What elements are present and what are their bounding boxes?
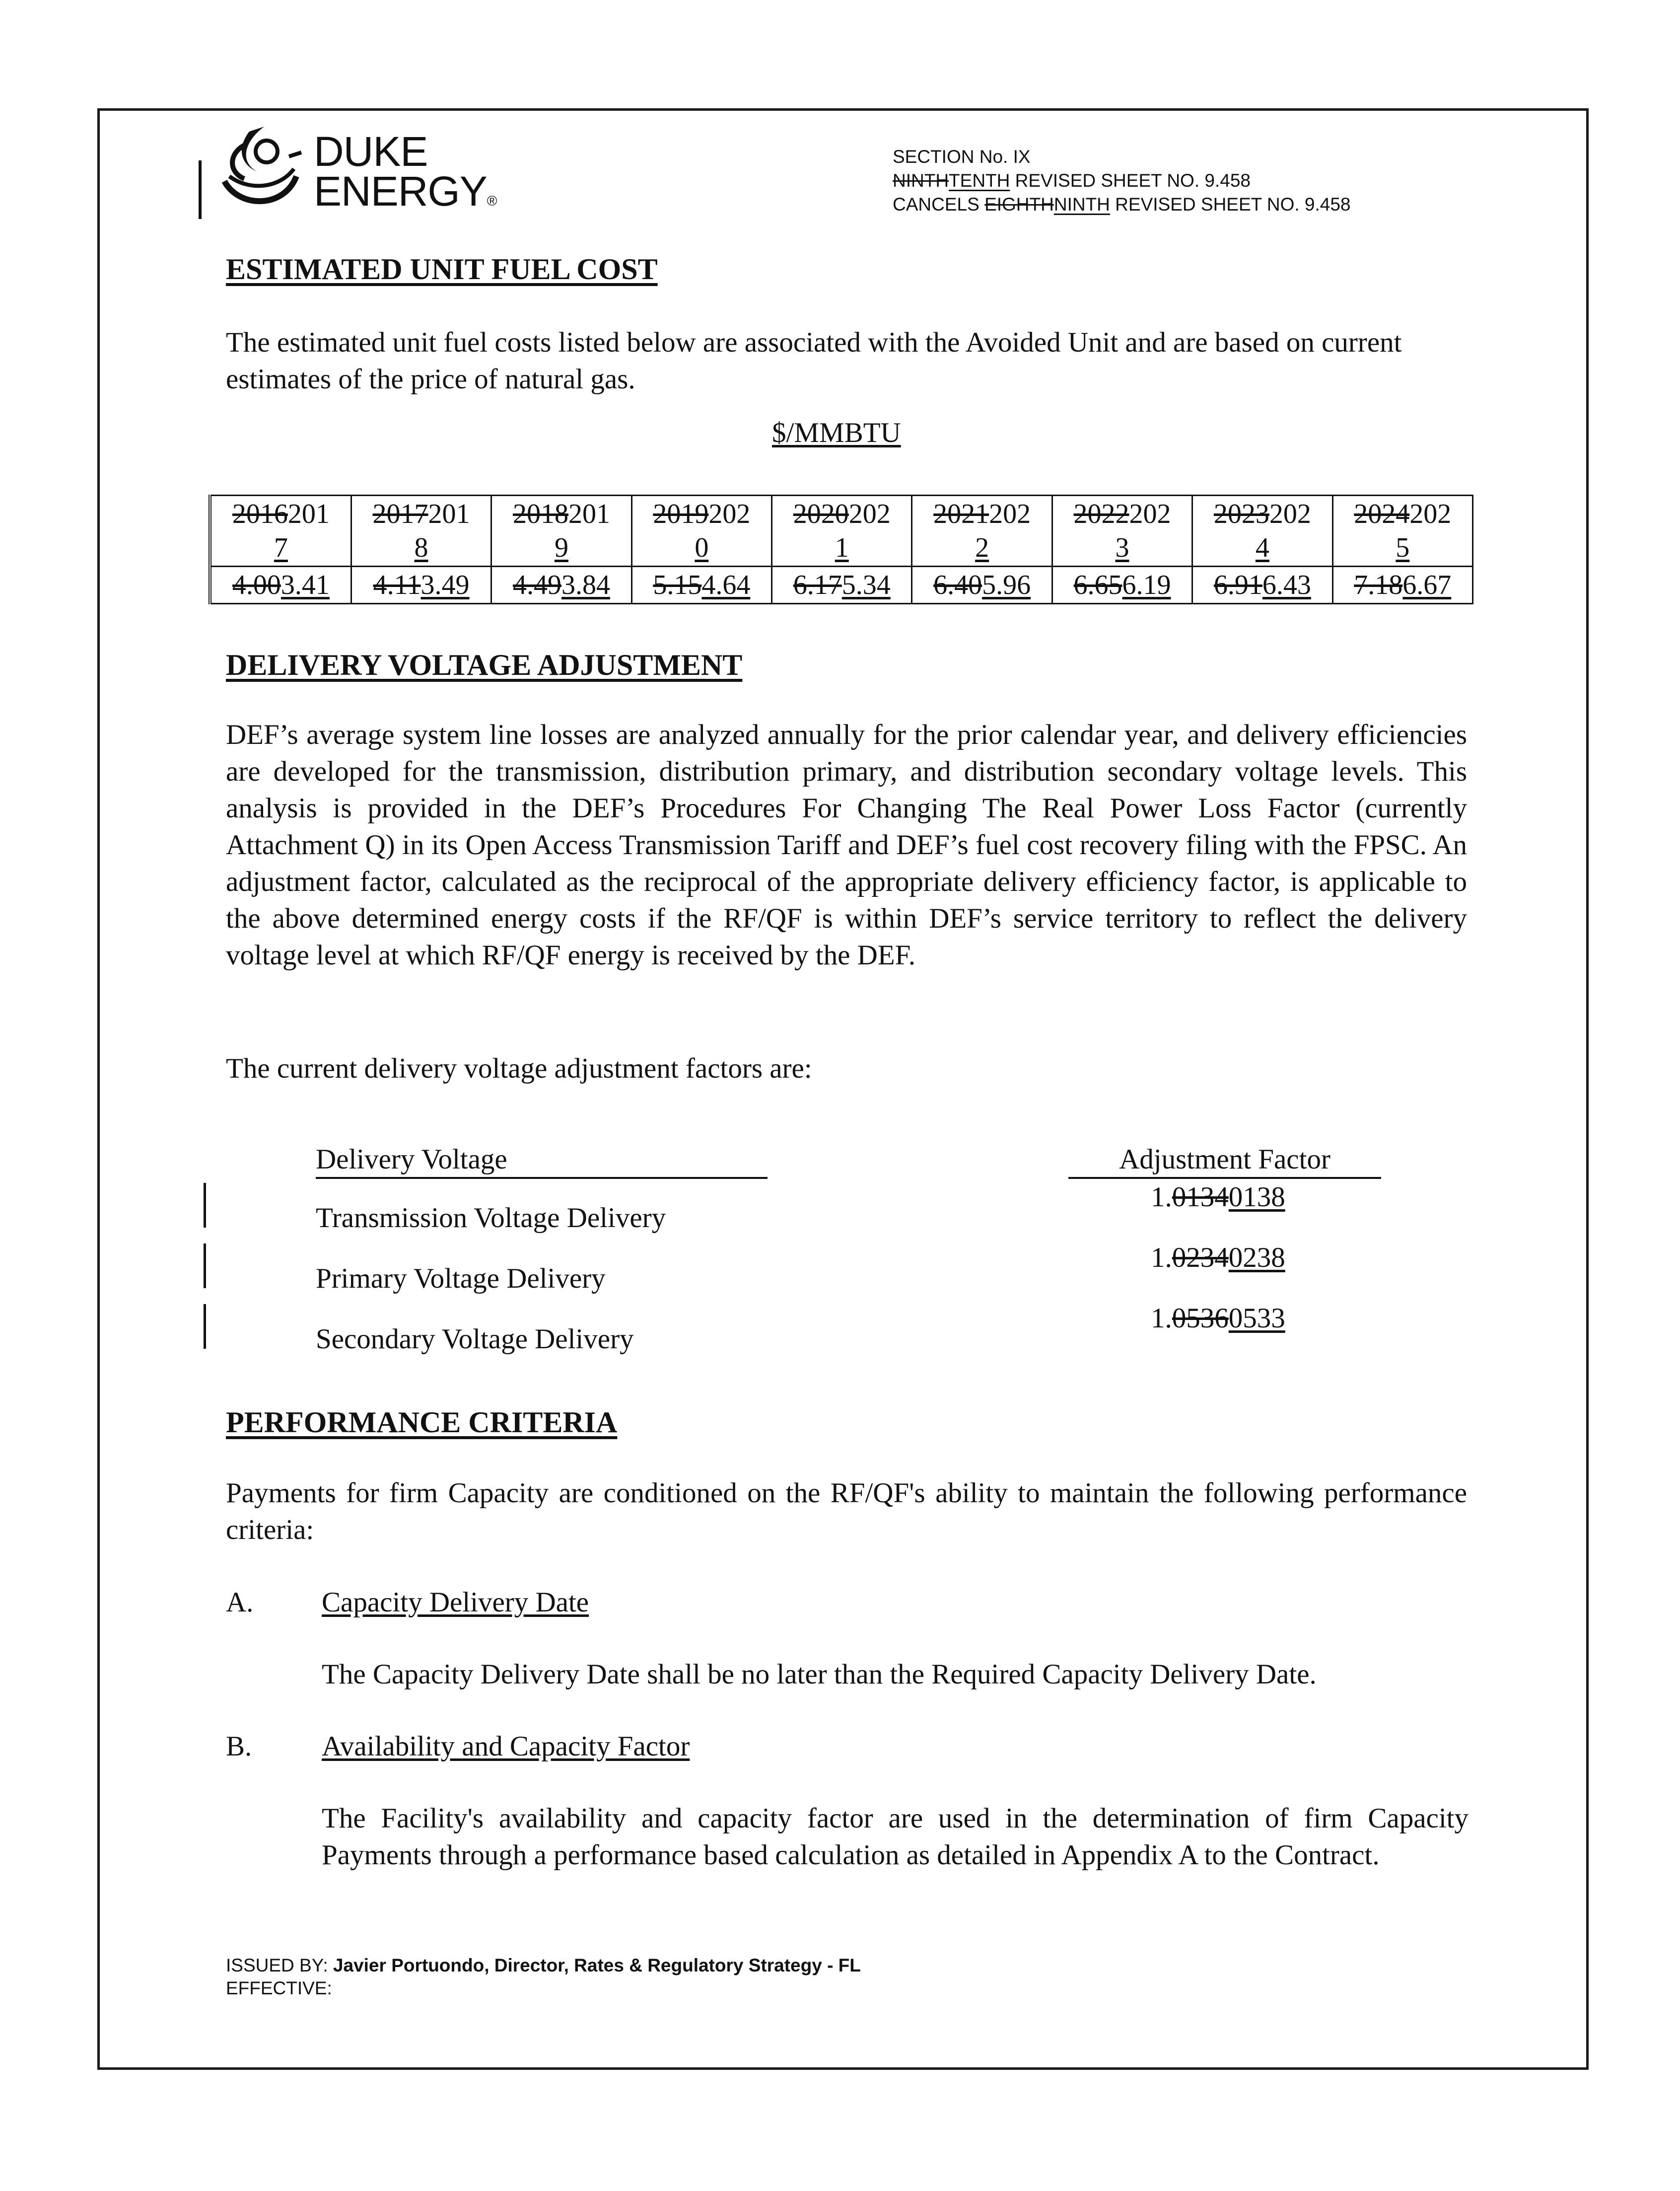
year-new: 201: [568, 499, 610, 529]
fuel-value-cell: [351, 567, 491, 604]
fuel-value-cell: [1192, 567, 1332, 604]
effective-label: EFFECTIVE:: [226, 1978, 332, 1998]
value-new: 5.96: [982, 570, 1031, 600]
revised-new: TENTH: [949, 170, 1010, 191]
criteria-title: Capacity Delivery Date: [322, 1587, 589, 1618]
year-new-wrap: 3: [1115, 532, 1129, 563]
voltage-row-factor: [1151, 1302, 1285, 1334]
factor-old: 0134: [1172, 1181, 1229, 1213]
registered-mark: ®: [487, 193, 497, 209]
factor-old: 0234: [1172, 1242, 1229, 1273]
fuel-value-cell: [491, 567, 631, 604]
performance-heading: PERFORMANCE CRITERIA: [226, 1406, 618, 1439]
fuel-value-row: [210, 567, 1473, 604]
adjustment-factor-col-label: Adjustment Factor: [1119, 1144, 1330, 1175]
delivery-heading: DELIVERY VOLTAGE ADJUSTMENT: [226, 649, 743, 681]
effective-line: [226, 1977, 861, 2000]
year-new: 202: [1409, 499, 1452, 529]
footer: [226, 1954, 861, 2000]
voltage-row-label: Primary Voltage Delivery: [316, 1263, 606, 1294]
voltage-row-factor: [1151, 1242, 1285, 1274]
fuel-year-row: [210, 496, 1473, 567]
year-old: 2024: [1354, 499, 1410, 529]
factor-prefix: 1.: [1151, 1181, 1172, 1213]
fuel-value-cell: [912, 567, 1052, 604]
voltage-row-label: Transmission Voltage Delivery: [316, 1202, 666, 1234]
fuel-value-cell: [631, 567, 771, 604]
year-new-wrap: 1: [835, 532, 849, 563]
value-old: 4.11: [373, 570, 421, 600]
performance-intro: Payments for firm Capacity are conditioned on the RF/QF's ability to maintain the following performance criteria:: [226, 1477, 1467, 1545]
fuel-cost-table: [209, 495, 1473, 604]
factor-new: 0238: [1228, 1242, 1285, 1273]
issued-by-line: [226, 1954, 861, 1977]
duke-energy-flame-icon: [210, 122, 309, 221]
year-new: 201: [428, 499, 470, 529]
year-old: 2018: [512, 499, 568, 529]
revised-rest: REVISED SHEET NO. 9.458: [1010, 170, 1251, 191]
value-new: 6.67: [1402, 570, 1452, 600]
cancels-new: NINTH: [1053, 194, 1110, 215]
fuel-value-cell: [210, 567, 351, 604]
fuel-value-cell: [772, 567, 912, 604]
sheet-info: [893, 145, 1351, 217]
year-old: 2023: [1213, 499, 1269, 529]
fuel-year-cell: [491, 496, 631, 567]
value-old: 4.49: [512, 570, 561, 600]
year-new-wrap: 5: [1396, 532, 1410, 563]
value-new: 5.34: [841, 570, 891, 600]
year-new: 202: [1129, 499, 1171, 529]
value-old: 6.40: [933, 570, 982, 600]
criteria-text: The Facility's availability and capacity factor are used in the determination of firm Capacity Payments through a performance based calculation as detailed in Appendix A to the Contract.: [322, 1803, 1469, 1871]
criteria-text: The Capacity Delivery Date shall be no later than the Required Capacity Delivery Date.: [322, 1659, 1317, 1690]
year-new: 202: [1269, 499, 1311, 529]
issued-value: Javier Portuondo, Director, Rates & Regulatory Strategy - FL: [333, 1955, 861, 1975]
value-old: 6.17: [793, 570, 842, 600]
logo-word-energy: [314, 168, 497, 215]
fuel-year-cell: [351, 496, 491, 567]
logo-word-duke: DUKE: [314, 128, 428, 175]
year-new-wrap: 2: [975, 532, 989, 563]
logo-word-energy-text: ENERGY: [314, 168, 487, 215]
duke-energy-logo: [199, 122, 516, 221]
value-old: 7.18: [1354, 570, 1403, 600]
year-old: 2016: [232, 499, 288, 529]
fuel-year-cell: [631, 496, 771, 567]
year-old: 2017: [372, 499, 428, 529]
value-new: 3.84: [561, 570, 610, 600]
cancels-old: EIGHTH: [984, 194, 1054, 215]
fuel-cost-heading: ESTIMATED UNIT FUEL COST: [226, 253, 658, 286]
criteria-letter: A.: [226, 1587, 254, 1618]
fuel-year-cell: [1052, 496, 1192, 567]
factor-prefix: 1.: [1151, 1242, 1172, 1273]
value-new: 6.19: [1122, 570, 1171, 600]
year-new-wrap: 8: [414, 532, 428, 563]
revised-sheet-line: [893, 169, 1351, 193]
delivery-voltage-col-label: Delivery Voltage: [316, 1144, 507, 1175]
fuel-cost-unit: $/MMBTU: [772, 417, 901, 448]
criteria-title: Availability and Capacity Factor: [322, 1731, 690, 1762]
voltage-row-label: Secondary Voltage Delivery: [316, 1323, 634, 1355]
factor-prefix: 1.: [1151, 1303, 1172, 1334]
factor-new: 0533: [1228, 1303, 1285, 1334]
factor-old: 0536: [1172, 1303, 1229, 1334]
year-new: 202: [708, 499, 751, 529]
value-old: 6.65: [1073, 570, 1122, 600]
value-old: 4.00: [232, 570, 281, 600]
cancels-sheet-line: [893, 193, 1351, 217]
fuel-year-cell: [772, 496, 912, 567]
change-bar: [199, 160, 202, 219]
value-new: 3.41: [280, 570, 330, 600]
year-new-wrap: 9: [554, 532, 568, 563]
year-new-wrap: 0: [695, 532, 709, 563]
year-new-wrap: 4: [1255, 532, 1269, 563]
year-old: 2022: [1073, 499, 1129, 529]
change-bar: [204, 1183, 206, 1228]
fuel-year-cell: [912, 496, 1052, 567]
value-new: 4.64: [701, 570, 751, 600]
year-new: 202: [848, 499, 891, 529]
revised-old: NINTH: [893, 170, 949, 191]
fuel-year-cell: [1332, 496, 1472, 567]
criteria-letter: B.: [226, 1731, 252, 1762]
page-border: [97, 108, 1589, 2070]
year-new-wrap: 7: [274, 532, 288, 563]
delivery-body: DEF’s average system line losses are analyzed annually for the prior calendar year, and delivery efficiencies are developed for the transmission, distribution primary, and distribution secondary voltage levels. This analysis is provided in the DEF’s Procedures For Changing The Real Power Loss Factor (currently Attachment Q) in its Open Access Transmission Tariff and DEF’s fuel cost recovery filing with the FPSC. An adjustment factor, calculated as the reciprocal of the appropriate delivery efficiency factor, is applicable to the above determined energy costs if the RF/QF is within DEF’s service territory to reflect the delivery voltage level at which RF/QF energy is received by the DEF.: [226, 719, 1467, 971]
cancels-rest: REVISED SHEET NO. 9.458: [1110, 194, 1351, 215]
year-old: 2021: [933, 499, 989, 529]
fuel-year-cell: [1192, 496, 1332, 567]
change-bar: [204, 1304, 206, 1349]
value-old: 5.15: [653, 570, 702, 600]
delivery-voltage-col-header: [316, 1142, 768, 1179]
value-new: 3.49: [420, 570, 470, 600]
factor-new: 0138: [1228, 1181, 1285, 1213]
value-new: 6.43: [1262, 570, 1311, 600]
year-new: 202: [989, 499, 1031, 529]
voltage-row-factor: [1151, 1181, 1285, 1213]
adjustment-factor-col-header: [1068, 1142, 1381, 1179]
year-new: 201: [287, 499, 330, 529]
fuel-value-cell: [1332, 567, 1472, 604]
change-bar: [204, 1243, 206, 1288]
cancels-prefix: CANCELS: [893, 194, 985, 215]
fuel-year-cell: [210, 496, 351, 567]
year-old: 2019: [653, 499, 709, 529]
section-number: SECTION No. IX: [893, 146, 1031, 167]
year-old: 2020: [793, 499, 849, 529]
fuel-value-cell: [1052, 567, 1192, 604]
fuel-cost-intro: The estimated unit fuel costs listed below are associated with the Avoided Unit and are based on current estimates of the price of natural gas.: [226, 327, 1402, 395]
value-old: 6.91: [1213, 570, 1262, 600]
issued-label: ISSUED BY:: [226, 1955, 328, 1975]
factors-intro: The current delivery voltage adjustment factors are:: [226, 1053, 812, 1084]
